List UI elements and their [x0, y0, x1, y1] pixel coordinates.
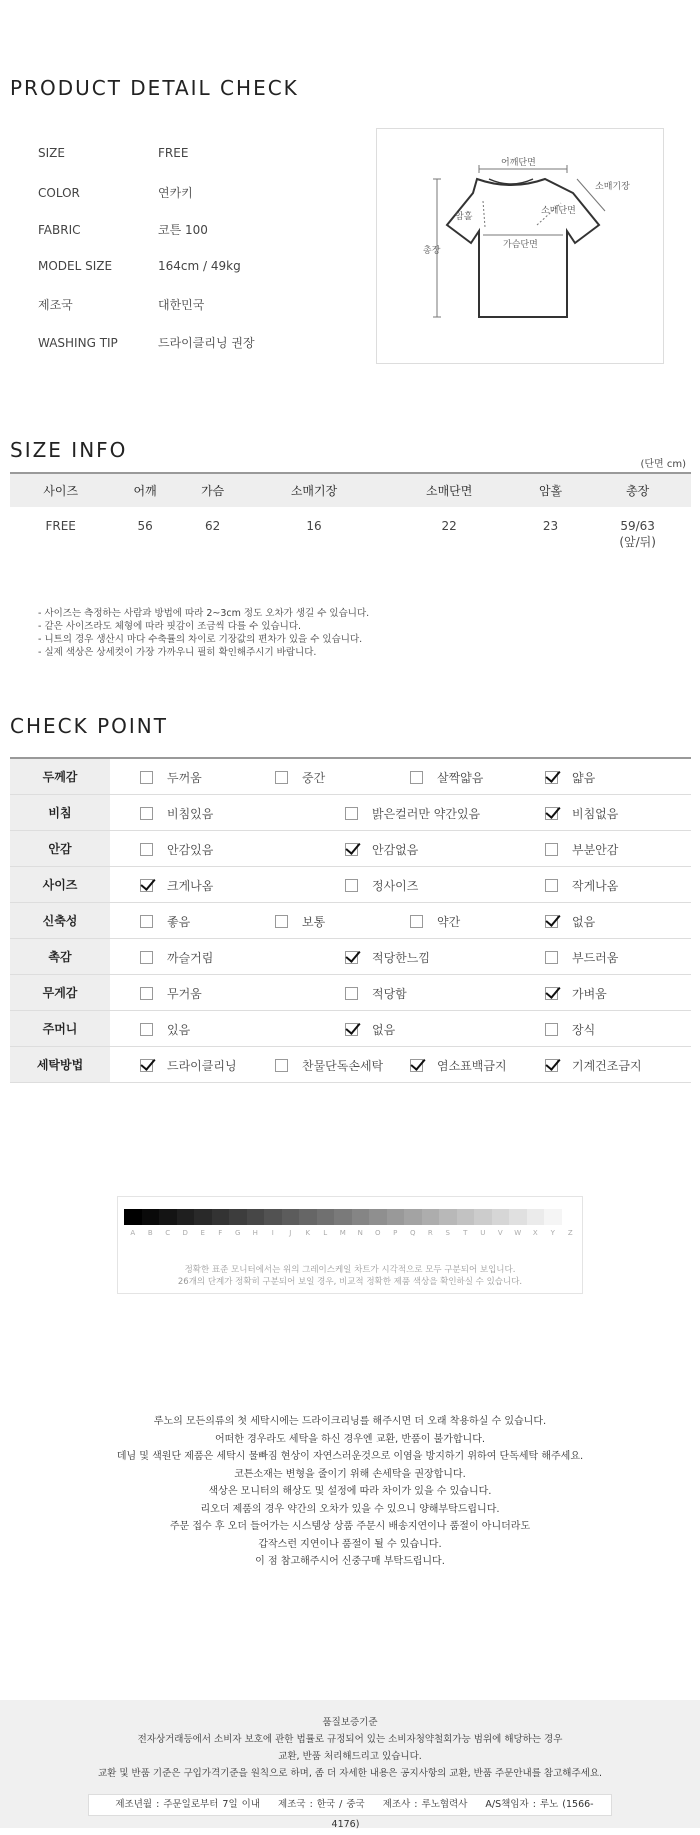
grayscale-letter: G [235, 1229, 241, 1237]
detail-title: PRODUCT DETAIL CHECK [10, 76, 299, 100]
grayscale-letter: N [357, 1229, 363, 1237]
check-option-label: 안감없음 [372, 843, 419, 857]
check-option [140, 949, 213, 966]
size-value-sub: (앞/뒤) [619, 535, 656, 549]
check-option-label: 부분안감 [572, 843, 619, 857]
detail-value: FREE [158, 146, 189, 160]
size-cell [246, 507, 381, 567]
size-value: FREE [45, 519, 76, 533]
check-option-label: 얇음 [572, 771, 596, 785]
grayscale-letter: X [532, 1229, 538, 1237]
check-option [345, 841, 418, 858]
check-option-label: 두꺼움 [167, 771, 202, 785]
check-option [545, 877, 618, 894]
grayscale-letter: S [445, 1229, 450, 1237]
care-line: 루노의 모든의류의 첫 세탁시에는 드라이크리닝를 해주시면 더 오래 착용하실 수 있습니다. [153, 1416, 547, 1427]
grayscale-swatch [387, 1209, 405, 1225]
detail-value: 대한민국 [158, 298, 205, 312]
footer-info-item: 제조년월 : 주문일로부터 7일 이내 [115, 1799, 261, 1810]
check-option [410, 1057, 507, 1074]
check-option-label: 부드러움 [572, 951, 619, 965]
checkbox-checked-icon[interactable] [345, 843, 358, 856]
check-label: 주머니 [10, 1011, 110, 1047]
check-option [545, 913, 595, 930]
grayscale-swatch [247, 1209, 265, 1225]
grayscale-swatch [177, 1209, 195, 1225]
size-cell [517, 507, 585, 567]
care-line: 어떠한 경우라도 세탁을 하신 경우엔 교환, 반품이 불가합니다. [214, 1433, 486, 1445]
grayscale-letter: K [305, 1229, 311, 1237]
check-point-title: CHECK POINT [10, 714, 168, 738]
check-label: 촉감 [10, 939, 110, 975]
grayscale-swatch [124, 1209, 142, 1225]
grayscale-swatch [334, 1209, 352, 1225]
checkbox-empty-icon[interactable] [140, 807, 153, 820]
grayscale-letter: R [427, 1229, 433, 1237]
check-option [345, 1021, 395, 1038]
check-options [110, 831, 691, 867]
care-line: 이 점 참고해주시어 신중구매 부탁드립니다. [255, 1556, 445, 1567]
size-cell [179, 507, 247, 567]
detail-key: FABRIC [38, 223, 81, 237]
checkbox-empty-icon[interactable] [275, 915, 288, 928]
checkbox-empty-icon[interactable] [140, 915, 153, 928]
grayscale-swatch [562, 1209, 580, 1225]
checkbox-empty-icon[interactable] [275, 771, 288, 784]
grayscale-letter: Y [550, 1229, 555, 1237]
footer-info-box [88, 1794, 612, 1830]
check-label: 신축성 [10, 903, 110, 939]
check-option [345, 949, 430, 966]
check-option-label: 작게나옴 [572, 879, 619, 893]
grayscale-note-1: 정확한 표준 모니터에서는 위의 그레이스케일 차트가 시각적으로 모두 구분되어 보입니다. [184, 1265, 516, 1275]
check-option [140, 769, 202, 786]
check-options-wrap [110, 903, 691, 938]
checkbox-empty-icon[interactable] [140, 771, 153, 784]
size-value: 16 [306, 519, 322, 533]
care-line: 코튼소재는 변형을 줄이기 위해 손세탁을 권장합니다. [234, 1468, 466, 1480]
check-options [110, 867, 691, 903]
check-option-label: 밝은컬러만 약간있음 [372, 807, 481, 821]
checkbox-empty-icon[interactable] [545, 879, 558, 892]
diagram-armhole-label: 암홀 [455, 212, 473, 222]
check-option [140, 985, 202, 1002]
check-option [275, 1057, 383, 1074]
check-options [110, 1047, 691, 1083]
check-option-label: 비침없음 [572, 807, 619, 821]
size-header: 사이즈 [10, 473, 111, 507]
check-option [140, 841, 213, 858]
check-option [140, 1057, 237, 1074]
footer-line: 교환, 반품 처리해드리고 있습니다. [278, 1751, 422, 1762]
checkbox-checked-icon[interactable] [140, 1059, 153, 1072]
check-option-label: 약간 [437, 915, 461, 929]
grayscale-letter: L [323, 1229, 328, 1237]
size-header: 소매단면 [382, 473, 517, 507]
checkbox-checked-icon[interactable] [410, 1059, 423, 1072]
grayscale-letter: J [289, 1229, 292, 1237]
grayscale-letter: Z [567, 1229, 573, 1237]
grayscale-swatch [439, 1209, 457, 1225]
grayscale-swatch [369, 1209, 387, 1225]
grayscale-swatch [212, 1209, 230, 1225]
checkbox-empty-icon[interactable] [140, 987, 153, 1000]
check-option [545, 1057, 642, 1074]
check-option-label: 살짝얇음 [437, 771, 484, 785]
care-line: 주문 접수 후 오더 들어가는 시스템상 상품 주문시 배송지연이나 품절이 아니더라도 [169, 1521, 531, 1532]
size-header: 어깨 [111, 473, 179, 507]
detail-row [38, 259, 241, 273]
size-unit: (단면 cm) [640, 459, 686, 470]
grayscale-bar [124, 1209, 579, 1225]
check-option-label: 좋음 [167, 915, 191, 929]
grayscale-swatch [474, 1209, 492, 1225]
grayscale-swatch [142, 1209, 160, 1225]
check-options-wrap [110, 831, 691, 866]
grayscale-chart [117, 1196, 583, 1294]
size-value: 22 [441, 519, 457, 533]
care-line: 데님 및 색원단 제품은 세탁시 물빠짐 현상이 자연스러운것으로 이염을 방지하기 위하여 단독세탁 해주세요. [116, 1451, 584, 1462]
checkbox-empty-icon[interactable] [140, 843, 153, 856]
checkbox-checked-icon[interactable] [545, 915, 558, 928]
checkbox-empty-icon[interactable] [275, 1059, 288, 1072]
check-option-label: 정사이즈 [372, 879, 419, 893]
grayscale-letter: C [165, 1229, 171, 1237]
grayscale-swatch [317, 1209, 335, 1225]
footer-info-item: 제조국 : 한국 / 중국 [278, 1799, 365, 1810]
size-notes [38, 607, 369, 659]
size-cell [111, 507, 179, 567]
check-option-label: 없음 [572, 915, 596, 929]
check-option [345, 985, 407, 1002]
size-info-title: SIZE INFO [10, 438, 128, 462]
grayscale-swatch [352, 1209, 370, 1225]
footer-line: 품질보증기준 [322, 1717, 378, 1728]
check-option [410, 913, 460, 930]
check-label: 무게감 [10, 975, 110, 1011]
check-option-label: 드라이클리닝 [167, 1059, 237, 1073]
check-row [10, 1047, 691, 1083]
checkbox-empty-icon[interactable] [345, 987, 358, 1000]
check-option [545, 949, 618, 966]
detail-row [38, 146, 188, 160]
footer-info-item: A/S책임자 : 루노 (1566-4176) [331, 1799, 594, 1830]
grayscale-letter: A [130, 1229, 136, 1237]
check-row [10, 795, 691, 831]
grayscale-letter: I [271, 1229, 274, 1237]
detail-row [38, 334, 255, 351]
grayscale-letter: O [374, 1229, 381, 1237]
check-options [110, 795, 691, 831]
size-value: 23 [542, 519, 559, 533]
detail-key: MODEL SIZE [38, 258, 113, 273]
check-option-label: 적당한느낌 [372, 951, 430, 965]
checkbox-checked-icon[interactable] [545, 807, 558, 820]
check-option-label: 가벼움 [572, 987, 607, 1001]
check-label: 비침 [10, 795, 110, 831]
checkbox-empty-icon[interactable] [345, 807, 358, 820]
grayscale-letter: E [200, 1229, 205, 1237]
check-options [110, 975, 691, 1011]
check-option-label: 까슬거림 [167, 951, 214, 965]
size-header: 소매기장 [246, 473, 381, 507]
checkbox-empty-icon[interactable] [140, 1023, 153, 1036]
check-option [345, 877, 418, 894]
check-option [140, 913, 190, 930]
grayscale-swatch [229, 1209, 247, 1225]
footer-line: 교환 및 반품 기준은 구입가격기준을 원칙으로 하며, 좀 더 자세한 내용은 공지사항의 교환, 반품 주문안내를 참고해주세요. [97, 1768, 603, 1779]
grayscale-letter: V [497, 1229, 503, 1237]
diagram-sleeve-length-label: 소매기장 [595, 182, 630, 192]
checkbox-checked-icon[interactable] [345, 951, 358, 964]
check-option-label: 크게나옴 [167, 879, 214, 893]
grayscale-swatch [194, 1209, 212, 1225]
check-option-label: 중간 [302, 771, 326, 785]
check-option-label: 염소표백금지 [437, 1059, 507, 1073]
size-note: - 사이즈는 측정하는 사람과 방법에 따라 2~3cm 정도 오차가 생길 수 있습니다. [38, 608, 370, 619]
check-options-wrap [110, 1047, 691, 1082]
check-options [110, 939, 691, 975]
check-label: 사이즈 [10, 867, 110, 903]
check-options [110, 903, 691, 939]
grayscale-letter: W [514, 1229, 522, 1237]
check-options-wrap [110, 867, 691, 902]
detail-value: 연카키 [158, 185, 193, 200]
footer-line: 전자상거래등에서 소비자 보호에 관한 법률로 규정되어 있는 소비자청약철회가능 범위에 해당하는 경우 [137, 1734, 563, 1745]
detail-value: 코튼 100 [158, 223, 208, 237]
diagram-chest-label: 가슴단면 [503, 240, 538, 250]
checkbox-checked-icon[interactable] [345, 1023, 358, 1036]
check-option-label: 있음 [167, 1023, 191, 1037]
grayscale-swatch [492, 1209, 510, 1225]
check-options-wrap [110, 975, 691, 1010]
check-point-table [10, 757, 691, 1083]
check-row [10, 939, 691, 975]
grayscale-note-2: 26개의 단계가 정확히 구분되어 보일 경우, 비교적 정확한 제품 색상을 확인하실 수 있습니다. [177, 1277, 523, 1287]
grayscale-swatch [264, 1209, 282, 1225]
care-notes [0, 1413, 700, 1571]
checkbox-empty-icon[interactable] [345, 879, 358, 892]
check-row [10, 975, 691, 1011]
check-options [110, 758, 691, 795]
detail-key: SIZE [38, 146, 65, 160]
size-cell [584, 507, 691, 567]
check-option-label: 찬물단독손세탁 [302, 1059, 384, 1073]
check-option-label: 비침있음 [167, 807, 214, 821]
check-options-wrap [110, 795, 691, 830]
size-note: - 니트의 경우 생산시 마다 수축률의 차이로 기장값의 편차가 있을 수 있습니다. [38, 634, 363, 645]
footer-info-item: 제조사 : 루노협력사 [382, 1799, 468, 1810]
grayscale-swatch [159, 1209, 177, 1225]
check-option [275, 913, 325, 930]
check-option [140, 805, 213, 822]
tshirt-diagram [376, 128, 664, 364]
check-row [10, 758, 691, 795]
grayscale-letter: M [339, 1229, 346, 1237]
checkbox-empty-icon[interactable] [545, 951, 558, 964]
grayscale-letter: Q [409, 1229, 416, 1237]
checkbox-empty-icon[interactable] [545, 1023, 558, 1036]
diagram-length-label: 총장 [423, 246, 441, 256]
grayscale-letter: B [147, 1229, 153, 1237]
grayscale-swatch [509, 1209, 527, 1225]
check-option-label: 기계건조금지 [572, 1059, 642, 1073]
grayscale-swatch [422, 1209, 440, 1225]
size-note: - 실제 색상은 상세컷이 가장 가까우니 필히 확인해주시기 바랍니다. [38, 647, 317, 658]
check-options [110, 1011, 691, 1047]
checkbox-empty-icon[interactable] [140, 951, 153, 964]
grayscale-letter: D [182, 1229, 188, 1237]
detail-row [38, 184, 193, 201]
checkbox-checked-icon[interactable] [140, 879, 153, 892]
quality-footer [0, 1700, 700, 1828]
size-note: - 같은 사이즈라도 체형에 따라 핏감이 조금씩 다를 수 있습니다. [38, 621, 302, 632]
size-value: 59/63 [620, 519, 655, 533]
size-value: 56 [137, 519, 153, 533]
check-option-label: 장식 [572, 1023, 596, 1037]
check-option [545, 1021, 595, 1038]
grayscale-swatch [457, 1209, 475, 1225]
check-option-label: 안감있음 [167, 843, 214, 857]
grayscale-swatch [404, 1209, 422, 1225]
care-line: 색상은 모니터의 해상도 및 설정에 따라 차이가 있을 수 있습니다. [208, 1486, 492, 1497]
check-option [545, 805, 618, 822]
grayscale-letter: U [480, 1229, 486, 1237]
checkbox-checked-icon[interactable] [545, 1059, 558, 1072]
grayscale-swatch [527, 1209, 545, 1225]
check-options-wrap [110, 759, 691, 794]
detail-key: 제조국 [38, 298, 73, 312]
check-label: 세탁방법 [10, 1047, 110, 1083]
grayscale-letter: P [393, 1229, 398, 1237]
check-row [10, 1011, 691, 1047]
check-row [10, 903, 691, 939]
check-options-wrap [110, 1011, 691, 1046]
grayscale-letter: H [252, 1229, 258, 1237]
checkbox-checked-icon[interactable] [545, 771, 558, 784]
size-table [10, 472, 691, 567]
diagram-sleeve-width-label: 소매단면 [541, 206, 576, 216]
grayscale-swatch [544, 1209, 562, 1225]
size-header: 총장 [584, 473, 691, 507]
check-option [275, 769, 325, 786]
check-options-wrap [110, 939, 691, 974]
check-option [545, 769, 595, 786]
size-value: 62 [205, 519, 221, 533]
diagram-shoulder-label: 어깨단면 [501, 158, 536, 168]
check-option [410, 769, 483, 786]
grayscale-letter: F [218, 1229, 223, 1237]
size-cell [10, 507, 111, 567]
check-row [10, 831, 691, 867]
checkbox-empty-icon[interactable] [545, 843, 558, 856]
check-option-label: 무거움 [167, 987, 202, 1001]
detail-key: WASHING TIP [38, 335, 118, 350]
care-line: 리오더 제품의 경우 약간의 오차가 있을 수 있으니 양해부탁드립니다. [200, 1503, 500, 1515]
checkbox-checked-icon[interactable] [545, 987, 558, 1000]
check-option [545, 985, 607, 1002]
detail-value: 164cm / 49kg [158, 258, 241, 273]
size-cell [382, 507, 517, 567]
checkbox-empty-icon[interactable] [410, 915, 423, 928]
size-header: 가슴 [179, 473, 247, 507]
detail-row [38, 221, 208, 238]
detail-row [38, 296, 204, 313]
check-label: 두께감 [10, 758, 110, 795]
check-option-label: 없음 [372, 1023, 396, 1037]
check-option [545, 841, 618, 858]
check-option [345, 805, 480, 822]
check-option [140, 1021, 190, 1038]
grayscale-swatch [299, 1209, 317, 1225]
grayscale-letter: T [463, 1229, 468, 1237]
grayscale-swatch [282, 1209, 300, 1225]
detail-key: COLOR [38, 185, 80, 200]
check-row [10, 867, 691, 903]
check-option [140, 877, 213, 894]
size-header: 암홀 [517, 473, 585, 507]
check-option-label: 적당함 [372, 987, 407, 1001]
checkbox-empty-icon[interactable] [410, 771, 423, 784]
check-option-label: 보통 [302, 915, 326, 929]
grayscale-letters [124, 1229, 579, 1237]
check-label: 안감 [10, 831, 110, 867]
detail-value: 드라이클리닝 권장 [158, 335, 255, 350]
care-line: 갑작스런 지연이나 품절이 될 수 있습니다. [258, 1538, 442, 1550]
